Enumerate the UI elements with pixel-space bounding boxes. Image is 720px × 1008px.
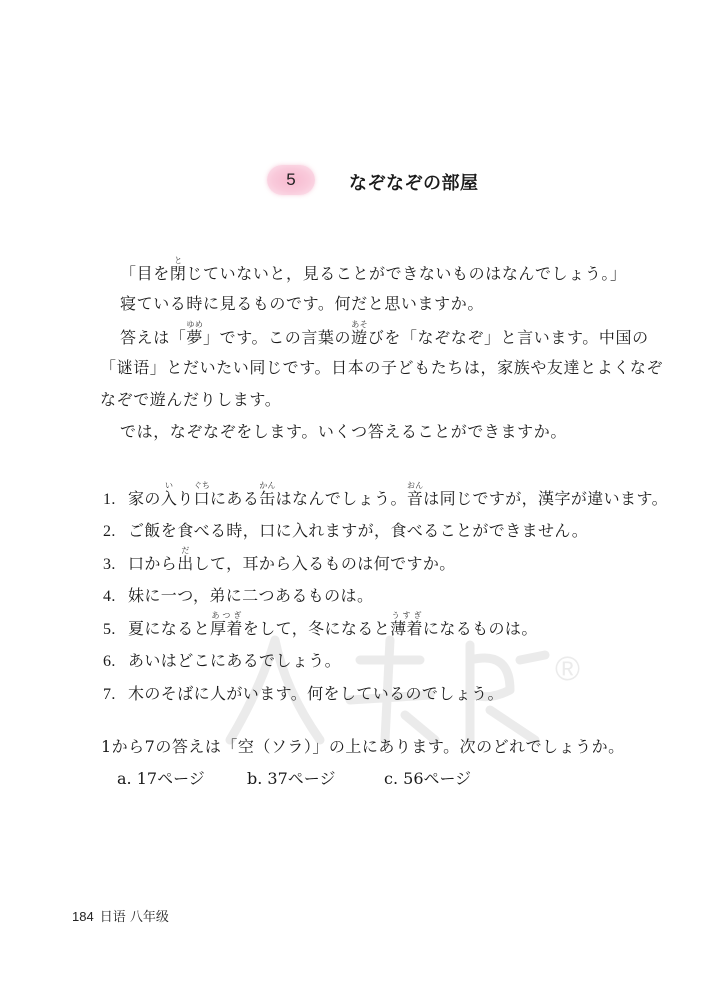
text-segment: 口から xyxy=(128,553,178,573)
ruby-base: 遊 xyxy=(351,328,368,347)
text-segment: は同じですが，漢字が違います。 xyxy=(423,488,668,508)
registered-mark: ® xyxy=(555,650,581,688)
riddle-item-4 xyxy=(103,574,663,607)
ruby-base: 閉 xyxy=(169,264,187,283)
book-title: 日语 八年级 xyxy=(99,910,169,925)
riddle-item-6 xyxy=(103,639,663,672)
ruby-base: 夢 xyxy=(186,328,204,347)
ruby-word xyxy=(177,545,194,573)
riddle-item-5 xyxy=(103,606,663,639)
furigana: あつぎ xyxy=(210,610,243,620)
ruby-word xyxy=(351,320,368,347)
riddle-number: 5. xyxy=(103,620,116,638)
option-c: c. 56ページ xyxy=(384,769,472,788)
riddle-text: ご飯を食べる時，口に入れますが，食べることができません。 xyxy=(128,521,589,540)
ruby-word xyxy=(210,610,243,638)
ruby-base: 入 xyxy=(160,488,178,508)
text-segment: じていないと，見ることができないものはなんでしょう。」 xyxy=(186,264,627,283)
ruby-word xyxy=(259,480,276,508)
furigana: あそ xyxy=(351,320,368,329)
text-segment: をして，冬になると xyxy=(242,618,391,638)
text-segment: り xyxy=(177,488,194,508)
ruby-word xyxy=(160,480,178,508)
ruby-base: 薄着 xyxy=(390,618,423,638)
ruby-base: 音 xyxy=(406,488,424,508)
intro-line-3 xyxy=(100,320,652,352)
riddle-list xyxy=(103,476,668,704)
furigana: と xyxy=(169,256,187,265)
ruby-word xyxy=(390,610,423,638)
lesson-number: 5 xyxy=(286,170,296,189)
riddle-number: 2. xyxy=(103,523,116,540)
ruby-word xyxy=(193,480,211,508)
riddle-text xyxy=(128,546,456,574)
intro-passage xyxy=(100,256,664,448)
ruby-base: 厚着 xyxy=(210,618,243,638)
riddle-text: あいはどこにあるでしょう。 xyxy=(128,651,342,670)
riddle-item-1 xyxy=(103,476,668,509)
furigana: おん xyxy=(406,480,424,490)
intro-line-5: なぞで遊んだりします。 xyxy=(100,390,282,409)
furigana: うすぎ xyxy=(390,610,423,620)
intro-line-1 xyxy=(100,256,652,288)
intro-line-2: 寝ている時に見るものです。何だと思いますか。 xyxy=(120,294,484,313)
riddle-text xyxy=(128,481,668,509)
text-segment: 」です。この言葉の xyxy=(203,328,352,347)
text-segment: にある xyxy=(210,488,260,508)
page-number: 184 xyxy=(72,909,94,924)
intro-line-6: では，なぞなぞをします。いくつ答えることができますか。 xyxy=(120,422,567,441)
option-b: b. 37ページ xyxy=(247,769,336,788)
text-segment: 答えは「 xyxy=(120,328,187,347)
ruby-base: 出 xyxy=(177,553,194,573)
riddle-number: 4. xyxy=(103,588,116,605)
text-segment: びを「なぞなぞ」と言います。中国の xyxy=(367,328,649,347)
intro-line-4: 「谜语」とだいたい同じです。日本の子どもたちは，家族や友達とよくなぞ xyxy=(100,358,664,377)
riddle-text: 木のそばに人がいます。何をしているのでしょう。 xyxy=(128,683,504,703)
furigana: い xyxy=(160,480,178,490)
lesson-heading xyxy=(0,163,720,197)
riddle-item-3 xyxy=(103,541,663,574)
option-a: a. 17ページ xyxy=(117,769,205,788)
final-question: 1から7の答えは「空（ソラ）」の上にあります。次のどれでしょうか。 xyxy=(101,737,625,756)
ruby-word xyxy=(406,480,424,508)
text-segment: 「目を xyxy=(120,264,170,283)
riddle-item-2 xyxy=(103,509,663,542)
riddle-number: 3. xyxy=(103,555,116,573)
riddle-text xyxy=(128,611,538,639)
riddle-number: 7. xyxy=(103,685,116,703)
lesson-title: なぞなぞの部屋 xyxy=(349,173,479,194)
riddle-text: 妹に一つ，弟に二つあるものは。 xyxy=(128,586,374,605)
ruby-base: 缶 xyxy=(259,488,276,508)
text-segment: して，耳から入るものは何ですか。 xyxy=(193,553,456,573)
riddle-number: 6. xyxy=(103,653,116,670)
furigana: かん xyxy=(259,480,276,490)
furigana: ゆめ xyxy=(186,320,203,329)
lesson-number-badge xyxy=(267,165,315,195)
riddle-number: 1. xyxy=(103,490,116,508)
ruby-base: 口 xyxy=(193,488,211,508)
ruby-word xyxy=(186,320,204,347)
text-segment: になるものは。 xyxy=(422,618,538,638)
page-footer xyxy=(72,906,169,925)
text-segment: はなんでしょう。 xyxy=(275,488,407,508)
furigana: だ xyxy=(177,545,194,555)
furigana: ぐち xyxy=(193,480,211,490)
ruby-word xyxy=(169,256,187,283)
riddle-item-7 xyxy=(103,671,663,704)
text-segment: 夏になると xyxy=(128,618,211,638)
text-segment: 家の xyxy=(128,488,161,508)
